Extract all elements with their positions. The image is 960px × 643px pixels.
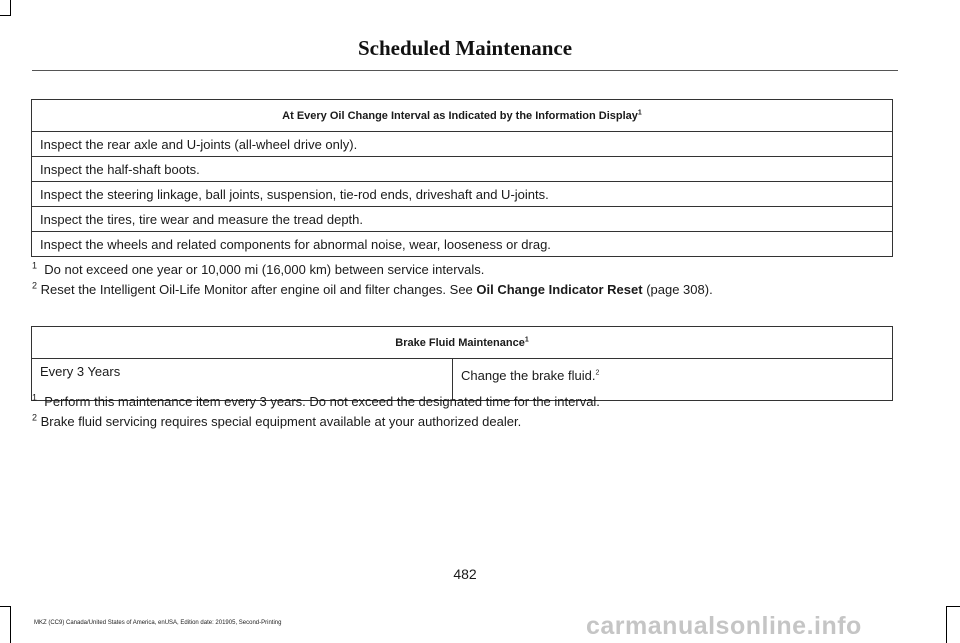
- footnote-page-ref: (page 308).: [646, 282, 713, 297]
- page-title: Scheduled Maintenance: [357, 36, 573, 60]
- footnote-number: 1: [32, 392, 38, 403]
- footnote-text: Do not exceed one year or 10,000 mi (16,000 km) between service intervals.: [44, 262, 485, 277]
- footnote: [32, 262, 484, 277]
- table-cell: Inspect the rear axle and U-joints (all-wheel drive only).: [32, 132, 893, 157]
- table-row: [32, 182, 893, 207]
- table-header-row: [32, 327, 893, 359]
- footnote: [32, 414, 521, 429]
- table-header: [32, 100, 893, 132]
- page-number: 482: [453, 566, 477, 582]
- footnote-ref: 1: [637, 108, 642, 116]
- footnote-text: Brake fluid servicing requires special equipment available at your authorized dealer.: [40, 414, 522, 429]
- interval-cell: Every 3 Years: [32, 359, 453, 401]
- header-text: At Every Oil Change Interval as Indicated by the Information Display: [282, 109, 638, 122]
- footnote-number: 1: [32, 260, 38, 271]
- table-header-row: [32, 100, 893, 132]
- footnote-text: Perform this maintenance item every 3 years. Do not exceed the designated time for the interval.: [44, 394, 600, 409]
- crop-mark-top-left: [0, 15, 11, 16]
- watermark: carmanualsonline.info: [586, 612, 862, 640]
- title-divider: [32, 70, 898, 71]
- cross-reference-link[interactable]: Oil Change Indicator Reset: [476, 282, 643, 297]
- footnote: [32, 282, 713, 297]
- crop-mark-bottom-left: [10, 606, 11, 643]
- crop-mark-top-left: [10, 0, 11, 15]
- table-row: [32, 132, 893, 157]
- footnote: [32, 394, 600, 409]
- table-cell: Inspect the wheels and related components for abnormal noise, wear, looseness or drag.: [32, 232, 893, 257]
- edition-footer: MKZ (CC9) Canada/United States of America, enUSA, Edition date: 201905, Second-Printing: [34, 620, 282, 626]
- oil-change-table: [31, 99, 893, 257]
- footnote-ref: 1: [524, 335, 529, 343]
- footnote-ref: 2: [595, 369, 600, 377]
- footnote-number: 2: [32, 412, 38, 423]
- crop-mark-bottom-right: [946, 606, 960, 607]
- table-row: [32, 232, 893, 257]
- table-row: [32, 157, 893, 182]
- table-cell: Inspect the steering linkage, ball joints, suspension, tie-rod ends, driveshaft and U-joints.: [32, 182, 893, 207]
- table-cell: Inspect the tires, tire wear and measure the tread depth.: [32, 207, 893, 232]
- action-text: Change the brake fluid.: [461, 368, 596, 383]
- table-header: [32, 327, 893, 359]
- header-text: Brake Fluid Maintenance: [395, 336, 525, 349]
- table-row: [32, 207, 893, 232]
- brake-fluid-table: [31, 326, 893, 401]
- table-cell: Inspect the half-shaft boots.: [32, 157, 893, 182]
- footnote-text: Reset the Intelligent Oil-Life Monitor after engine oil and filter changes. See: [40, 282, 473, 297]
- crop-mark-bottom-right: [946, 606, 947, 643]
- footnote-number: 2: [32, 280, 38, 291]
